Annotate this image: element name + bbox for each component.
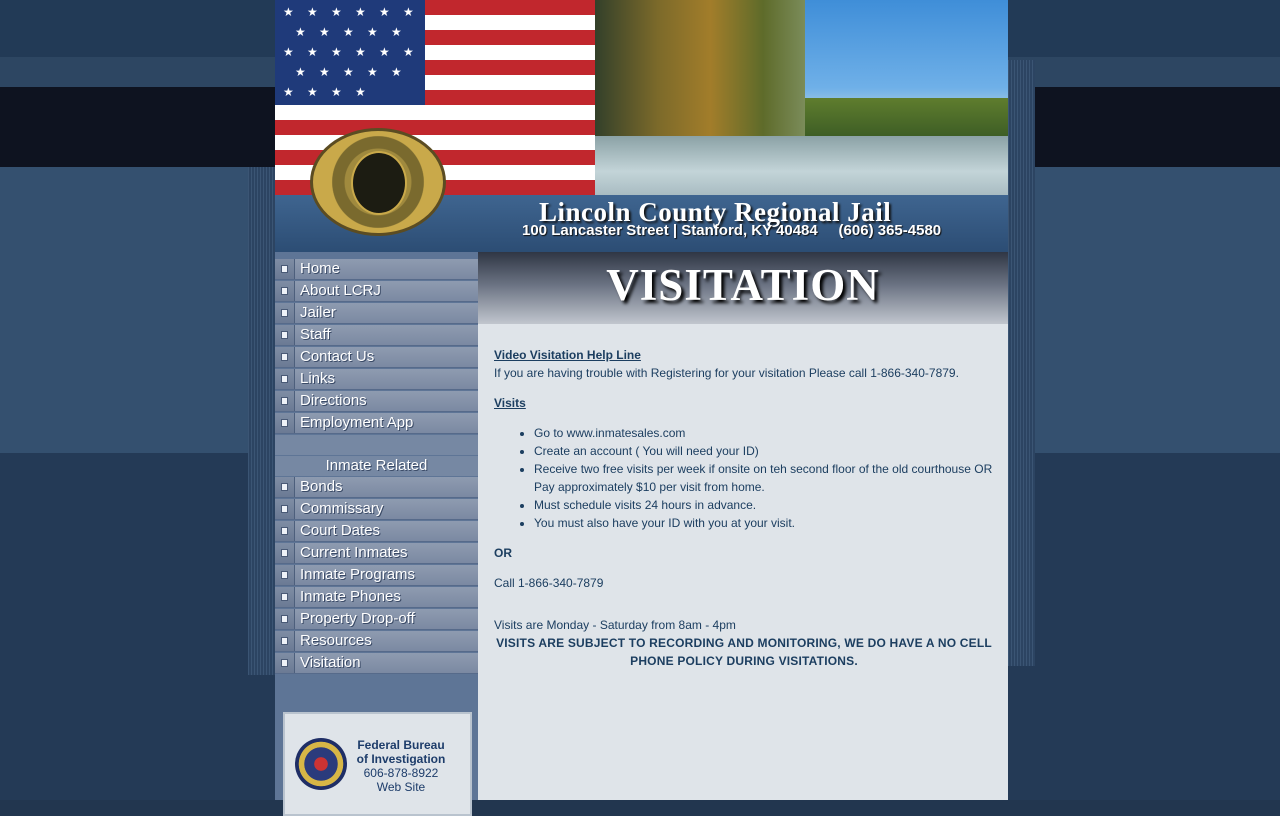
fbi-name-line2: of Investigation [356,752,446,766]
arrow-bullet-icon [275,477,295,497]
nav-item-label: Links [300,370,336,387]
nav-item-label: Directions [300,392,367,409]
arrow-bullet-icon [275,565,295,585]
nav-item-label: About LCRJ [300,282,381,299]
arrow-bullet-icon [275,587,295,607]
header-banner [275,0,1008,252]
list-item: • Create an account ( You will need your ID) [534,442,994,460]
fbi-website-link[interactable]: Web Site [376,780,426,794]
fbi-seal-logo [295,738,347,790]
arrow-bullet-icon [275,653,295,673]
visits-list [494,424,994,532]
left-shadow [248,167,275,675]
nav-item-visitation[interactable] [275,653,478,674]
right-shadow [1008,60,1035,666]
nav-item-property-dropoff[interactable] [275,609,478,630]
nav-item-bonds[interactable] [275,477,478,498]
nav-item-label: Property Drop-off [300,610,415,627]
nav-item-current-inmates[interactable] [275,543,478,564]
nav-item-jailer[interactable] [275,303,478,324]
visitation-info [494,346,994,670]
fbi-name-line1: Federal Bureau [357,738,445,752]
call-text: Call 1-866-340-7879 [494,576,604,590]
nav-item-label: Contact Us [300,348,375,365]
american-flag-image: ★ ★ ★ ★ ★ ★ ★ ★ ★ ★ ★ ★ ★ ★ ★ ★ ★ ★ ★ ★ ★ ★ ★ ★ ★ ★ [275,0,615,195]
arrow-bullet-icon [275,499,295,519]
arrow-bullet-icon [275,413,295,433]
nav-item-label: Bonds [300,478,343,495]
help-line-heading: Video Visitation Help Line [494,348,641,362]
nav-item-label: Current Inmates [300,544,408,561]
arrow-bullet-icon [275,325,295,345]
list-item: • Go to www.inmatesales.com [534,424,994,442]
arrow-bullet-icon [275,369,295,389]
nav-item-label: Inmate Programs [300,566,416,583]
nav-item-label: Staff [300,326,331,343]
arrow-bullet-icon [275,521,295,541]
arrow-bullet-icon [275,391,295,411]
nav-item-label: Commissary [300,500,384,517]
county-seal-logo [310,128,446,236]
page-title: VISITATION [606,260,880,310]
site-address: 100 Lancaster Street | Stanford, KY 40484 (606) 365-4580 [522,222,942,239]
nav-item-links[interactable] [275,369,478,390]
sidebar [275,252,478,800]
or-separator: OR [494,546,512,560]
site-title: Lincoln County Regional Jail [539,197,892,227]
nav-section-heading: Inmate Related [275,456,478,476]
fbi-info [349,738,453,794]
nav-item-about[interactable] [275,281,478,302]
nav-item-label: Resources [300,632,372,649]
lake-landscape-image [595,0,1008,195]
nav-item-inmate-phones[interactable] [275,587,478,608]
nav-item-contact[interactable] [275,347,478,368]
fbi-link-box[interactable] [283,712,472,816]
nav-item-label: Inmate Phones [300,588,401,605]
arrow-bullet-icon [275,303,295,323]
arrow-bullet-icon [275,609,295,629]
nav-item-label: Visitation [300,654,361,671]
nav-item-resources[interactable] [275,631,478,652]
nav-item-directions[interactable] [275,391,478,412]
nav-item-staff[interactable] [275,325,478,346]
fbi-phone: 606-878-8922 [363,766,439,780]
nav-item-label: Employment App [300,414,414,431]
help-line-text: If you are having trouble with Registering for your visitation Please call 1-866-340-7879. [494,366,959,380]
arrow-bullet-icon [275,347,295,367]
arrow-bullet-icon [275,543,295,563]
nav-item-label: Home [300,260,341,277]
list-item: • You must also have your ID with you at your visit. [534,514,994,532]
list-item: • Receive two free visits per week if onsite on teh second floor of the old courthouse OR Pay approximately $10 per visit from home. [534,460,994,496]
arrow-bullet-icon [275,281,295,301]
main-content [478,252,1008,800]
arrow-bullet-icon [275,631,295,651]
visits-heading: Visits [494,396,526,410]
nav-item-label: Court Dates [300,522,381,539]
list-item: • Must schedule visits 24 hours in advance. [534,496,994,514]
nav-item-court-dates[interactable] [275,521,478,542]
visit-hours: Visits are Monday - Saturday from 8am - 4pm [494,618,736,632]
sidebar-nav [275,259,478,675]
content-header [478,252,1008,324]
nav-item-home[interactable] [275,259,478,280]
arrow-bullet-icon [275,259,295,279]
nav-item-commissary[interactable] [275,499,478,520]
nav-item-inmate-programs[interactable] [275,565,478,586]
nav-item-employment[interactable] [275,413,478,434]
nav-item-label: Jailer [300,304,336,321]
page-container [275,0,1008,800]
nav-spacer [275,435,478,455]
monitoring-notice: VISITS ARE SUBJECT TO RECORDING AND MONITORING, WE DO HAVE A NO CELL PHONE POLICY DURING VISITATIONS. [496,636,992,668]
